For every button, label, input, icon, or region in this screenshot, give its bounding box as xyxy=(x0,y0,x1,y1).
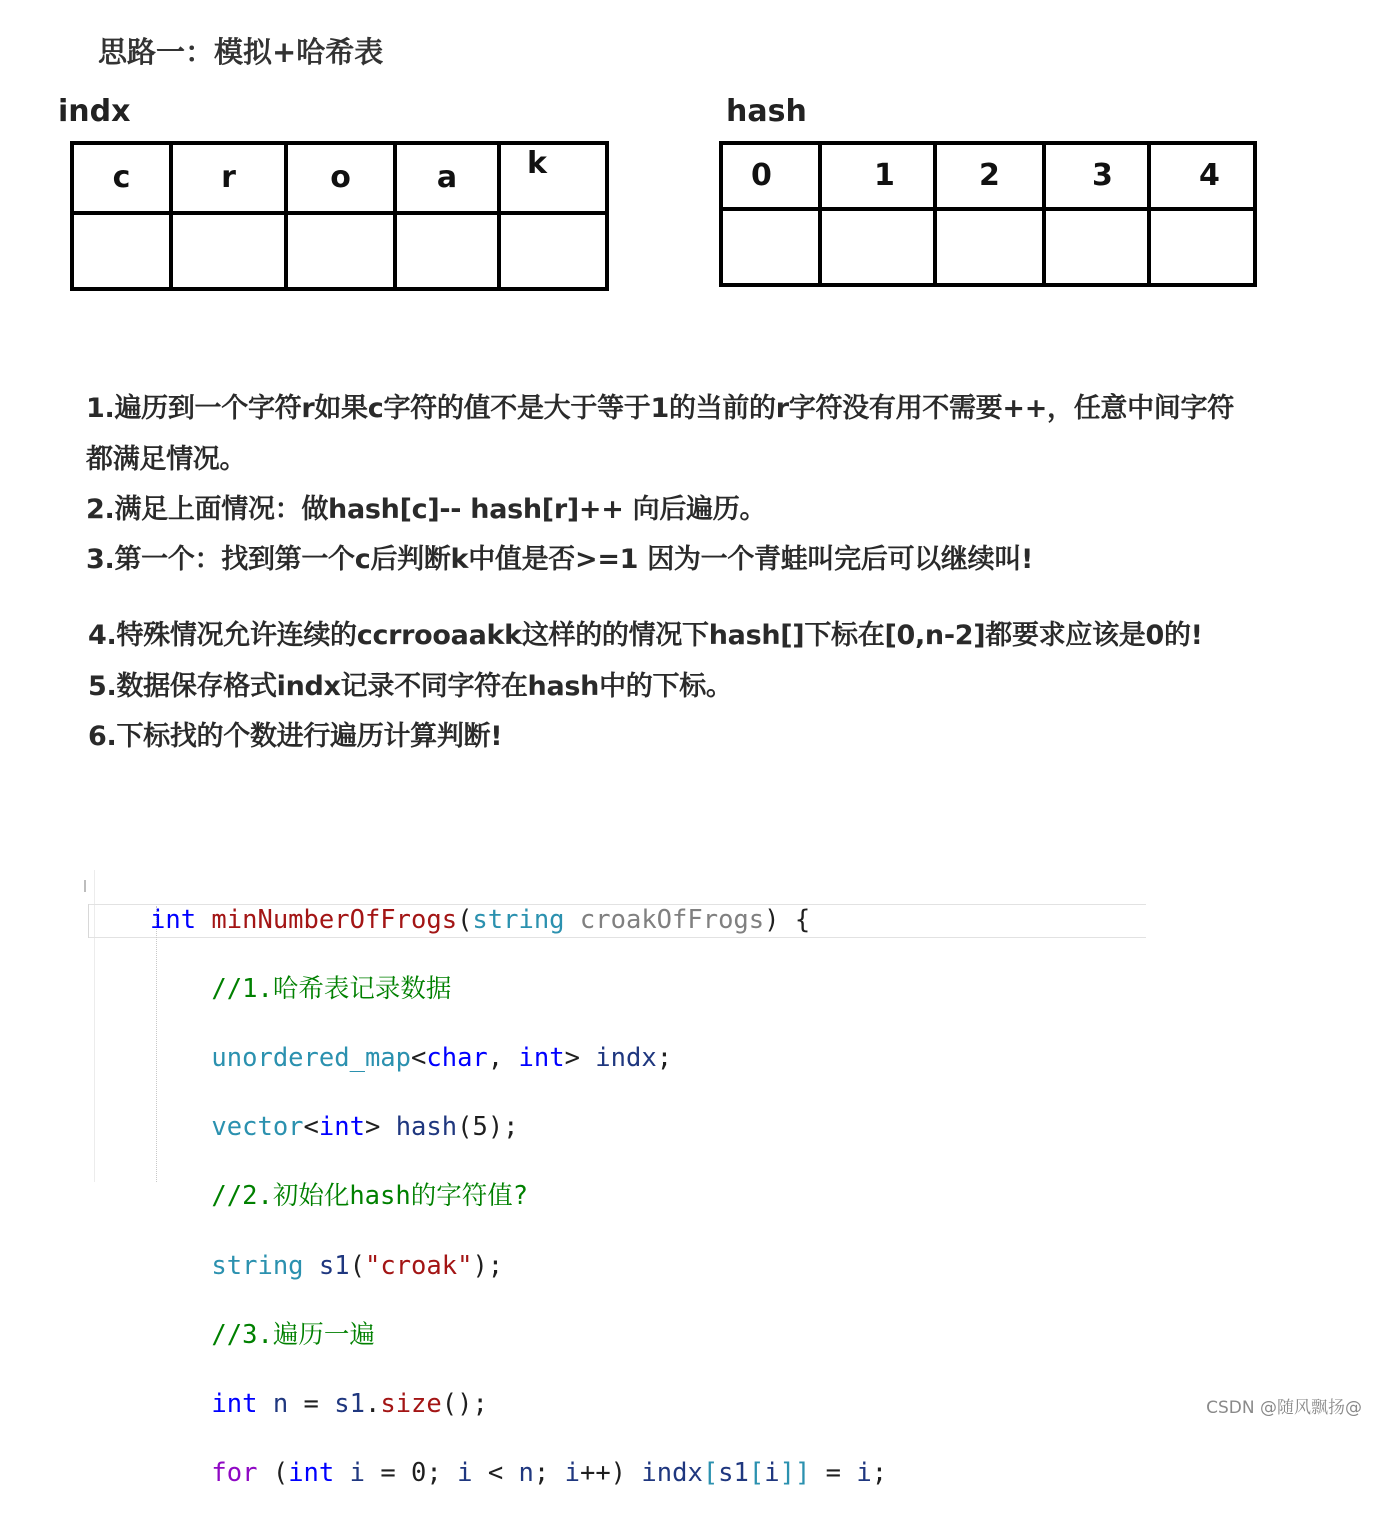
variable: s1 xyxy=(718,1458,749,1489)
variable: hash xyxy=(395,1112,458,1143)
comment: //1.哈希表记录数据 xyxy=(211,973,452,1004)
punctuation: [ xyxy=(702,1458,719,1489)
variable: indx xyxy=(641,1458,703,1489)
keyword: int xyxy=(288,1458,335,1489)
indx-value-row xyxy=(72,213,607,289)
code-block xyxy=(150,868,887,1525)
punctuation: [ xyxy=(748,1458,765,1489)
watermark: CSDN @随风飘扬@ xyxy=(1206,1398,1362,1418)
parameter: croakOfFrogs xyxy=(579,904,765,935)
punctuation: < xyxy=(303,1112,319,1143)
punctuation: = 0; xyxy=(364,1458,458,1489)
punctuation: ( xyxy=(257,1458,289,1489)
editor-margin-marker xyxy=(84,880,86,892)
indx-label: indx xyxy=(58,94,131,129)
keyword: int xyxy=(518,1042,565,1073)
indx-header-row xyxy=(72,143,607,213)
variable: n xyxy=(272,1388,289,1419)
hash-empty-cell xyxy=(721,209,820,285)
punctuation: (5); xyxy=(457,1112,519,1143)
variable: i xyxy=(564,1458,580,1489)
code-line xyxy=(150,1456,887,1491)
string-literal: "croak" xyxy=(364,1250,473,1281)
function-name: minNumberOfFrogs xyxy=(211,904,458,935)
punctuation: > xyxy=(564,1042,596,1073)
note-line-5: 5.数据保存格式indx记录不同字符在hash中的下标。 xyxy=(88,671,733,702)
hash-header-row xyxy=(721,143,1255,209)
hash-table xyxy=(719,141,1257,287)
hash-cell: 0 xyxy=(721,143,820,209)
punctuation: = xyxy=(810,1458,857,1489)
punctuation: ); xyxy=(472,1250,504,1281)
note-line-4: 4.特殊情况允许连续的ccrrooaakk这样的的情况下hash[]下标在[0,n-2]都要求应该是0的! xyxy=(88,620,1203,651)
page-title: 思路一：模拟+哈希表 xyxy=(98,35,384,69)
hash-value-row xyxy=(721,209,1255,285)
keyword: int xyxy=(150,904,197,935)
code-line xyxy=(150,1318,887,1353)
keyword: int xyxy=(211,1388,258,1419)
punctuation: ; xyxy=(533,1458,565,1489)
indx-empty-cell xyxy=(286,213,395,289)
code-line xyxy=(150,1249,887,1284)
indx-cell: k xyxy=(499,143,607,213)
variable: s1 xyxy=(318,1250,350,1281)
variable: i xyxy=(457,1458,473,1489)
note-line-6: 6.下标找的个数进行遍历计算判断! xyxy=(88,721,503,752)
punctuation: ; xyxy=(656,1042,673,1073)
indx-empty-cell xyxy=(395,213,499,289)
note-line-3: 3.第一个：找到第一个c后判断k中值是否>=1 因为一个青蛙叫完后可以继续叫! xyxy=(86,544,1034,575)
hash-cell: 2 xyxy=(935,143,1044,209)
hash-label: hash xyxy=(726,94,807,129)
indx-table xyxy=(70,141,609,291)
punctuation: ( xyxy=(349,1250,365,1281)
type-name: unordered_map xyxy=(211,1042,412,1073)
punctuation: , xyxy=(487,1042,519,1073)
comment: //3.遍历一遍 xyxy=(211,1319,375,1350)
indx-cell: c xyxy=(72,143,171,213)
type-name: vector xyxy=(211,1112,304,1143)
function-name: size xyxy=(380,1388,442,1419)
current-line-edge xyxy=(88,904,89,938)
note-line-2: 2.满足上面情况：做hash[c]-- hash[r]++ 向后遍历。 xyxy=(86,494,767,525)
hash-empty-cell xyxy=(935,209,1044,285)
punctuation: < xyxy=(411,1042,427,1073)
variable: i xyxy=(764,1458,780,1489)
keyword: for xyxy=(211,1458,258,1489)
punctuation: = xyxy=(288,1388,335,1419)
indx-empty-cell xyxy=(499,213,607,289)
code-line xyxy=(150,1110,887,1145)
variable: indx xyxy=(595,1042,657,1073)
indx-cell: r xyxy=(171,143,286,213)
punctuation: ( xyxy=(457,904,473,935)
hash-empty-cell xyxy=(1044,209,1149,285)
punctuation: ; xyxy=(871,1458,888,1489)
type-name: string xyxy=(472,904,565,935)
type-name: string xyxy=(211,1250,304,1281)
note-line-1-cont: 都满足情况。 xyxy=(86,444,247,475)
punctuation: > xyxy=(364,1112,396,1143)
punctuation: ]] xyxy=(779,1458,811,1489)
code-line xyxy=(150,972,887,1007)
punctuation: ) { xyxy=(764,904,811,935)
indx-cell: a xyxy=(395,143,499,213)
indx-cell: o xyxy=(286,143,395,213)
punctuation: < xyxy=(472,1458,519,1489)
variable: i xyxy=(349,1458,365,1489)
punctuation: ++) xyxy=(579,1458,642,1489)
keyword: char xyxy=(426,1042,488,1073)
code-line xyxy=(150,1179,887,1214)
variable: s1 xyxy=(334,1388,365,1419)
hash-empty-cell xyxy=(1149,209,1255,285)
indx-empty-cell xyxy=(171,213,286,289)
punctuation: (); xyxy=(441,1388,488,1419)
hash-cell: 4 xyxy=(1149,143,1255,209)
indx-empty-cell xyxy=(72,213,171,289)
hash-cell: 1 xyxy=(820,143,935,209)
punctuation: . xyxy=(364,1388,381,1419)
variable: n xyxy=(518,1458,534,1489)
comment: //2.初始化hash的字符值? xyxy=(211,1181,529,1212)
code-line xyxy=(150,1387,887,1422)
code-line xyxy=(150,1041,887,1076)
hash-cell: 3 xyxy=(1044,143,1149,209)
hash-empty-cell xyxy=(820,209,935,285)
code-line xyxy=(150,903,887,938)
variable: i xyxy=(856,1458,872,1489)
note-line-1: 1.遍历到一个字符r如果c字符的值不是大于等于1的当前的r字符没有用不需要++，任意中间字符 xyxy=(86,393,1234,424)
keyword: int xyxy=(318,1112,365,1143)
